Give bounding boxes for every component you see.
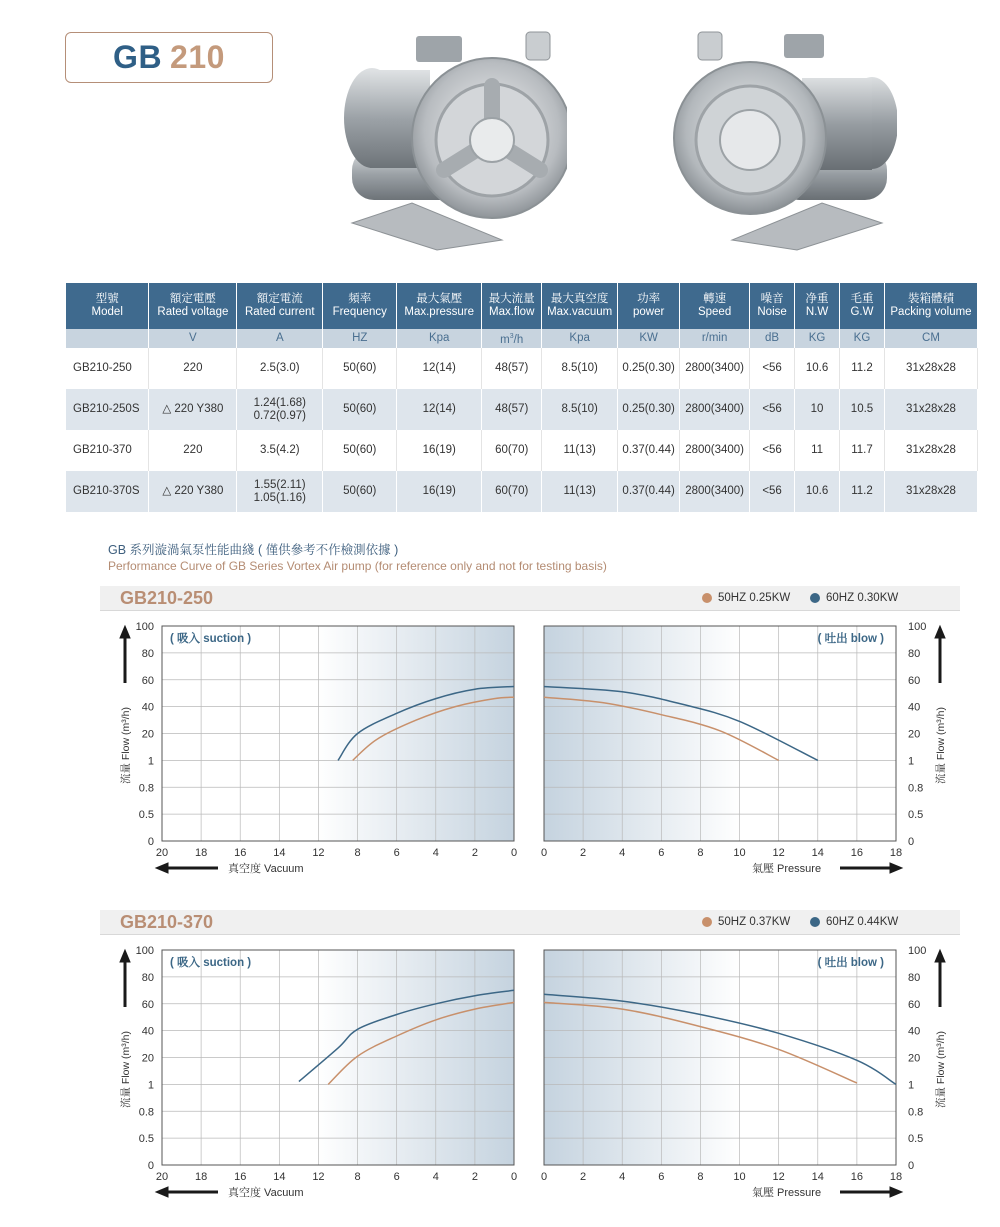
unit-cell: Kpa [397, 329, 482, 348]
x-tick-label-right: 14 [811, 1171, 824, 1183]
table-cell: 16(19) [397, 471, 482, 512]
column-header-zh: 功率 [637, 293, 661, 305]
table-cell: GB210-250S [66, 389, 149, 430]
table-cell: 12(14) [397, 389, 482, 430]
table-cell: 2800(3400) [680, 430, 750, 471]
blow-label: ( 吐出 blow ) [817, 633, 884, 645]
performance-title-zh: GB 系列漩渦氣泵性能曲綫 ( 僅供參考不作檢測依據 ) [108, 543, 399, 557]
table-header-row [66, 283, 978, 329]
x-tick-label-left: 4 [432, 847, 439, 859]
x-axis-label-pressure: 氣壓 Pressure [752, 863, 822, 875]
x-tick-label-right: 8 [697, 847, 704, 859]
y-axis-label-left: 流量 Flow (m³/h) [120, 707, 132, 784]
y-tick-label-right: 60 [908, 674, 921, 687]
table-cell: 2.5(3.0) [237, 348, 323, 389]
column-header-zh: 噪音 [760, 293, 784, 305]
column-header-en: G.W [850, 306, 874, 318]
column-header-en: Packing volume [890, 306, 972, 318]
table-body [66, 348, 978, 512]
table-row [66, 389, 978, 430]
y-tick-label-right: 0.8 [908, 1106, 924, 1119]
column-header [482, 283, 542, 329]
column-header-en: Speed [697, 306, 732, 318]
column-header-en: Model [91, 306, 123, 318]
y-tick-label-left: 1 [147, 755, 154, 768]
table-cell: 10.5 [840, 389, 885, 430]
x-tick-label-right: 2 [580, 1171, 587, 1183]
blow-label: ( 吐出 blow ) [817, 957, 884, 969]
legend-dot-50hz-icon [702, 593, 712, 603]
model-number: 210 [170, 39, 225, 75]
unit-cell: KW [618, 329, 680, 348]
column-header-zh: 最大流量 [488, 293, 535, 305]
x-tick-label-left: 0 [510, 847, 518, 859]
table-cell: 220 [149, 348, 237, 389]
legend-dot-50hz-icon [702, 917, 712, 927]
unit-cell: KG [795, 329, 840, 348]
x-tick-label-left: 6 [393, 1171, 400, 1183]
table-cell: 11(13) [542, 430, 618, 471]
x-tick-label-left: 18 [194, 847, 208, 859]
y-tick-label-left: 60 [141, 998, 154, 1011]
y-tick-label-left: 0 [147, 836, 154, 848]
unit-cell: V [149, 329, 237, 348]
y-tick-label-left: 80 [141, 647, 154, 660]
table-cell: 10.6 [795, 471, 840, 512]
column-header-zh: 額定電壓 [169, 293, 216, 305]
x-tick-label-left: 16 [234, 1171, 247, 1183]
table-cell: 1.55(2.11) 1.05(1.16) [237, 471, 323, 512]
unit-cell: $m^3/h$ [482, 329, 542, 348]
column-header-zh: 型號 [95, 293, 119, 305]
legend-label: 50HZ 0.37KW [718, 916, 791, 928]
table-cell: 8.5(10) [542, 389, 618, 430]
table-cell: 31x28x28 [884, 430, 977, 471]
column-header [884, 283, 977, 329]
y-tick-label-left: 0.5 [138, 1133, 154, 1146]
table-cell: 0.25(0.30) [618, 348, 680, 389]
x-tick-label-left: 12 [312, 847, 325, 859]
unit-cell: dB [750, 329, 795, 348]
table-cell: 16(19) [397, 430, 482, 471]
table-cell: 31x28x28 [884, 348, 977, 389]
y-axis-label-right: 流量 Flow (m³/h) [935, 1031, 947, 1108]
performance-title-en: Performance Curve of GB Series Vortex Air pump (for reference only and not for testing basis) [108, 559, 607, 573]
legend-label: 60HZ 0.44KW [826, 916, 899, 928]
y-tick-label-left: 0.5 [138, 809, 154, 822]
y-tick-label-right: 80 [908, 647, 921, 660]
table-cell: 60(70) [482, 430, 542, 471]
x-tick-label-right: 12 [772, 1171, 785, 1183]
y-tick-label-right: 100 [908, 621, 927, 633]
y-tick-label-left: 1 [147, 1079, 154, 1092]
table-cell: GB210-370 [66, 430, 149, 471]
legend-item-60hz [810, 592, 898, 604]
specification-table [66, 283, 978, 512]
table-row [66, 471, 978, 512]
y-tick-label-right: 100 [908, 945, 927, 957]
performance-chart-gb210-370 [100, 910, 962, 1210]
x-tick-label-right: 12 [772, 847, 785, 859]
legend-item-50hz [702, 592, 790, 604]
x-tick-label-right: 10 [733, 1171, 746, 1183]
legend-item-60hz [810, 916, 898, 928]
x-tick-label-left: 20 [155, 1171, 169, 1183]
table-cell: <56 [750, 430, 795, 471]
column-header-zh: 頻率 [348, 293, 372, 305]
model-prefix: GB [113, 39, 163, 75]
table-cell: <56 [750, 348, 795, 389]
table-cell: 0.37(0.44) [618, 471, 680, 512]
column-header [795, 283, 840, 329]
column-header-en: Frequency [332, 306, 387, 318]
x-tick-label-right: 10 [733, 847, 746, 859]
column-header [542, 283, 618, 329]
column-header-zh: 最大氣壓 [416, 293, 463, 305]
suction-label: ( 吸入 suction ) [170, 957, 252, 969]
y-tick-label-left: 20 [141, 1052, 154, 1065]
table-cell: 8.5(10) [542, 348, 618, 389]
table-row [66, 348, 978, 389]
column-header-en: Max.pressure [404, 306, 475, 318]
x-tick-label-left: 18 [194, 1171, 208, 1183]
legend-dot-60hz-icon [810, 917, 820, 927]
table-cell: △ 220 Y380 [149, 471, 237, 512]
table-cell: 31x28x28 [884, 471, 977, 512]
column-header [618, 283, 680, 329]
x-tick-label-right: 8 [697, 1171, 704, 1183]
x-tick-label-right: 4 [619, 1171, 626, 1183]
column-header-zh: 轉速 [703, 293, 727, 305]
unit-cell: HZ [323, 329, 397, 348]
x-tick-label-left: 4 [432, 1171, 439, 1183]
y-tick-label-left: 100 [135, 621, 154, 633]
chart-plot-area [100, 611, 962, 883]
column-header-zh: 净重 [805, 293, 829, 305]
x-tick-label-right: 6 [658, 1171, 665, 1183]
table-cell: 11(13) [542, 471, 618, 512]
performance-chart-gb210-250 [100, 586, 962, 886]
table-cell: △ 220 Y380 [149, 389, 237, 430]
y-axis-label-right: 流量 Flow (m³/h) [935, 707, 947, 784]
vortex-blower-photo-back [672, 28, 897, 253]
table-cell: 50(60) [323, 471, 397, 512]
x-tick-label-right: 4 [619, 847, 626, 859]
table-cell: 2800(3400) [680, 471, 750, 512]
column-header [397, 283, 482, 329]
y-tick-label-right: 0 [908, 836, 915, 848]
x-axis-label-vacuum: 真空度 Vacuum [228, 863, 304, 875]
vortex-blower-photo-front [342, 28, 567, 253]
table-cell: 0.37(0.44) [618, 430, 680, 471]
y-tick-label-right: 1 [908, 755, 915, 768]
y-tick-label-left: 0.8 [138, 782, 154, 795]
chart-title: GB210-370 [120, 912, 214, 932]
x-tick-label-left: 12 [312, 1171, 325, 1183]
y-tick-label-right: 1 [908, 1079, 915, 1092]
table-cell: <56 [750, 471, 795, 512]
column-header [750, 283, 795, 329]
x-tick-label-right: 2 [580, 847, 587, 859]
x-tick-label-right: 0 [540, 847, 548, 859]
column-header [840, 283, 885, 329]
y-tick-label-right: 20 [908, 728, 921, 741]
table-cell: 10.6 [795, 348, 840, 389]
column-header-zh: 最大真空度 [550, 293, 609, 305]
table-cell: 31x28x28 [884, 389, 977, 430]
x-tick-label-left: 14 [273, 1171, 286, 1183]
legend-label: 60HZ 0.30KW [826, 592, 899, 604]
x-tick-label-left: 16 [234, 847, 247, 859]
y-tick-label-left: 80 [141, 971, 154, 984]
chart-plot-area [100, 935, 962, 1207]
column-header [323, 283, 397, 329]
x-tick-label-left: 2 [471, 847, 478, 859]
y-tick-label-right: 0 [908, 1160, 915, 1172]
table-cell: 0.25(0.30) [618, 389, 680, 430]
table-cell: 220 [149, 430, 237, 471]
unit-cell: Kpa [542, 329, 618, 348]
column-header-en: Rated current [244, 306, 315, 318]
y-tick-label-left: 0 [147, 1160, 154, 1172]
table-cell: 1.24(1.68) 0.72(0.97) [237, 389, 323, 430]
x-tick-label-left: 2 [471, 1171, 478, 1183]
chart-header [100, 910, 960, 935]
unit-cell: CM [884, 329, 977, 348]
y-tick-label-left: 20 [141, 728, 154, 741]
table-cell: 2800(3400) [680, 348, 750, 389]
x-axis-label-pressure: 氣壓 Pressure [752, 1187, 822, 1199]
x-tick-label-right: 18 [889, 847, 903, 859]
column-header-zh: 毛重 [850, 293, 874, 305]
x-tick-label-right: 0 [540, 1171, 548, 1183]
x-axis-label-vacuum: 真空度 Vacuum [228, 1187, 304, 1199]
y-tick-label-left: 0.8 [138, 1106, 154, 1119]
column-header-en: Max.flow [489, 306, 535, 318]
table-cell: 50(60) [323, 348, 397, 389]
table-units-row [66, 329, 978, 348]
column-header-zh: 額定電流 [256, 293, 303, 305]
y-tick-label-right: 40 [908, 1025, 921, 1038]
x-tick-label-left: 14 [273, 847, 286, 859]
y-tick-label-right: 20 [908, 1052, 921, 1065]
x-tick-label-right: 14 [811, 847, 824, 859]
x-tick-label-left: 20 [155, 847, 169, 859]
chart-header [100, 586, 960, 611]
table-cell: 11.7 [840, 430, 885, 471]
legend-item-50hz [702, 916, 790, 928]
table-cell: 10 [795, 389, 840, 430]
y-tick-label-right: 60 [908, 998, 921, 1011]
table-cell: 50(60) [323, 430, 397, 471]
column-header [680, 283, 750, 329]
column-header-en: Max.vacuum [547, 306, 613, 318]
y-tick-label-left: 100 [135, 945, 154, 957]
y-tick-label-right: 0.5 [908, 1133, 924, 1146]
x-tick-label-right: 18 [889, 1171, 903, 1183]
unit-cell [66, 329, 149, 348]
y-tick-label-left: 60 [141, 674, 154, 687]
table-cell: 50(60) [323, 389, 397, 430]
y-tick-label-left: 40 [141, 1025, 154, 1038]
legend-label: 50HZ 0.25KW [718, 592, 791, 604]
table-cell: 48(57) [482, 389, 542, 430]
x-tick-label-right: 6 [658, 847, 665, 859]
x-tick-label-left: 8 [354, 1171, 361, 1183]
column-header [149, 283, 237, 329]
y-tick-label-right: 40 [908, 701, 921, 714]
y-tick-label-right: 0.8 [908, 782, 924, 795]
table-cell: <56 [750, 389, 795, 430]
column-header-en: Rated voltage [157, 306, 229, 318]
column-header-en: N.W [805, 306, 829, 318]
x-tick-label-right: 16 [850, 1171, 864, 1183]
column-header [237, 283, 323, 329]
unit-cell: KG [840, 329, 885, 348]
column-header-en: Noise [757, 306, 787, 318]
legend-dot-60hz-icon [810, 593, 820, 603]
x-tick-label-left: 6 [393, 847, 400, 859]
x-tick-label-right: 16 [850, 847, 864, 859]
table-cell: 48(57) [482, 348, 542, 389]
x-tick-label-left: 0 [510, 1171, 518, 1183]
table-cell: 11.2 [840, 348, 885, 389]
table-cell: 3.5(4.2) [237, 430, 323, 471]
table-cell: GB210-250 [66, 348, 149, 389]
table-cell: 11 [795, 430, 840, 471]
column-header [66, 283, 149, 329]
chart-title: GB210-250 [120, 588, 214, 608]
y-tick-label-right: 0.5 [908, 809, 924, 822]
y-tick-label-left: 40 [141, 701, 154, 714]
unit-cell: A [237, 329, 323, 348]
table-cell: GB210-370S [66, 471, 149, 512]
column-header-en: power [632, 306, 665, 318]
table-row [66, 430, 978, 471]
table-cell: 12(14) [397, 348, 482, 389]
suction-label: ( 吸入 suction ) [170, 633, 252, 645]
y-tick-label-right: 80 [908, 971, 921, 984]
x-tick-label-left: 8 [354, 847, 361, 859]
y-axis-label-left: 流量 Flow (m³/h) [120, 1031, 132, 1108]
table-cell: 60(70) [482, 471, 542, 512]
column-header-zh: 裝箱體積 [907, 293, 954, 305]
model-title-box [65, 32, 273, 83]
table-cell: 2800(3400) [680, 389, 750, 430]
unit-cell: r/min [680, 329, 750, 348]
table-cell: 11.2 [840, 471, 885, 512]
